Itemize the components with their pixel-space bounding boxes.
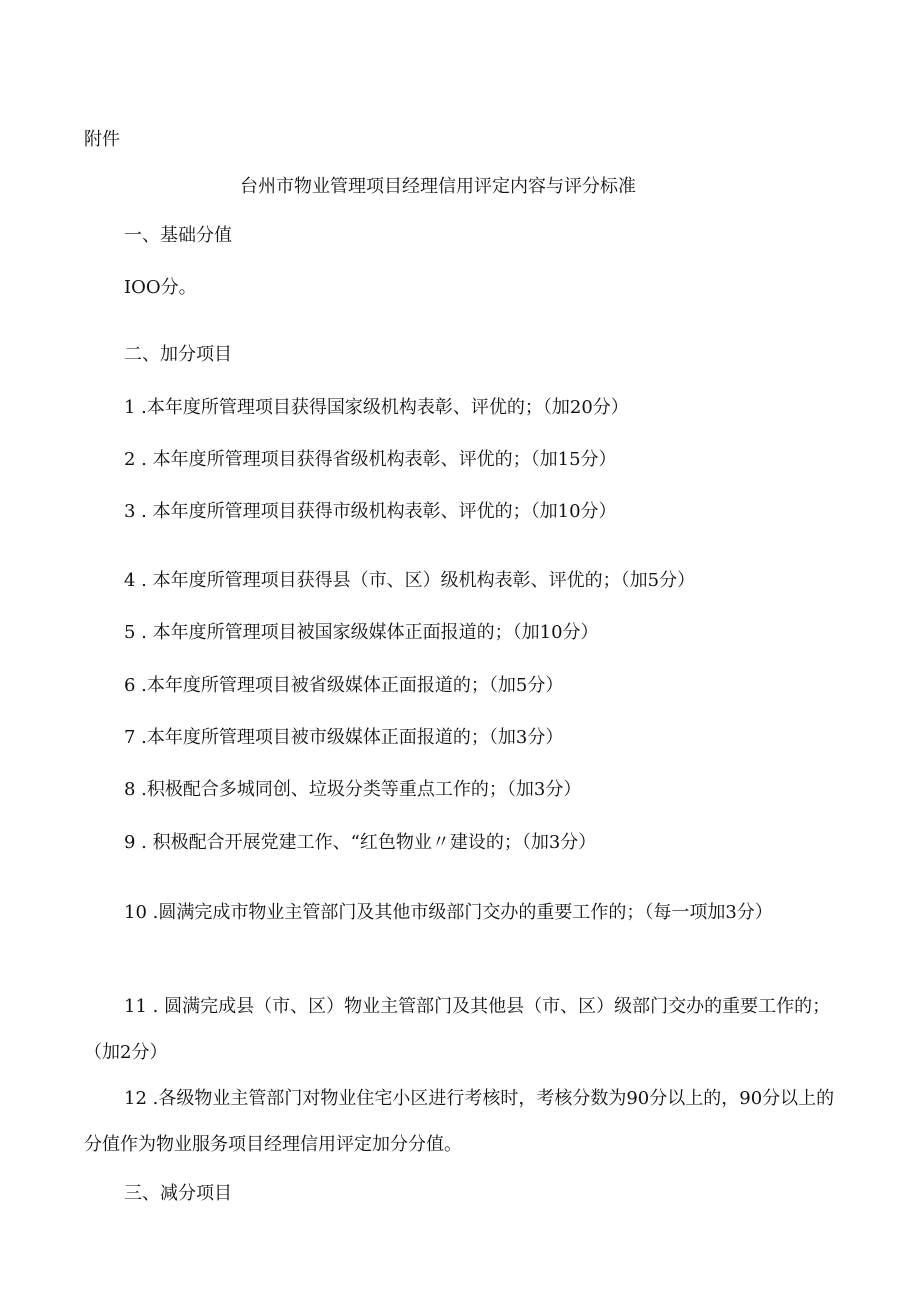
section-3-heading: 三、减分项目: [124, 1183, 232, 1204]
section-2-heading: 二、加分项目: [124, 344, 232, 365]
bonus-item-2: 2 . 本年度所管理项目获得省级机构表彰、评优的；（加15分）: [124, 449, 617, 470]
base-score-value: IOO分。: [124, 277, 197, 298]
attachment-label: 附件: [84, 129, 120, 150]
section-1-heading: 一、基础分值: [124, 225, 232, 246]
bonus-item-5: 5 . 本年度所管理项目被国家级媒体正面报道的；（加10分）: [124, 622, 599, 643]
bonus-item-9: 9 . 积极配合开展党建工作、“红色物业〃建设的；（加3分）: [124, 832, 597, 853]
bonus-item-8: 8 .积极配合多城同创、垃圾分类等重点工作的；（加3分）: [124, 779, 582, 800]
bonus-item-7: 7 .本年度所管理项目被市级媒体正面报道的；（加3分）: [124, 727, 564, 748]
bonus-item-4: 4 . 本年度所管理项目获得县（市、区）级机构表彰、评优的；（加5分）: [124, 570, 696, 591]
bonus-item-12: 12 .各级物业主管部门对物业住宅小区进行考核时，考核分数为90分以上的，90分以上的分值作为物业服务项目经理信用评定加分分值。: [84, 1088, 835, 1155]
document-title: 台州市物业管理项目经理信用评定内容与评分标准: [240, 176, 636, 197]
bonus-item-10: 10 .圆满完成市物业主管部门及其他市级部门交办的重要工作的；（每一项加3分）: [124, 902, 773, 923]
bonus-item-3: 3 . 本年度所管理项目获得市级机构表彰、评优的；（加10分）: [124, 501, 617, 522]
bonus-item-11: 11 . 圆满完成县（市、区）物业主管部门及其他县（市、区）级部门交办的重要工作的；（加2分）: [84, 996, 831, 1063]
bonus-item-1: 1 .本年度所管理项目获得国家级机构表彰、评优的；（加20分）: [124, 397, 629, 418]
bonus-item-6: 6 .本年度所管理项目被省级媒体正面报道的；（加5分）: [124, 675, 564, 696]
